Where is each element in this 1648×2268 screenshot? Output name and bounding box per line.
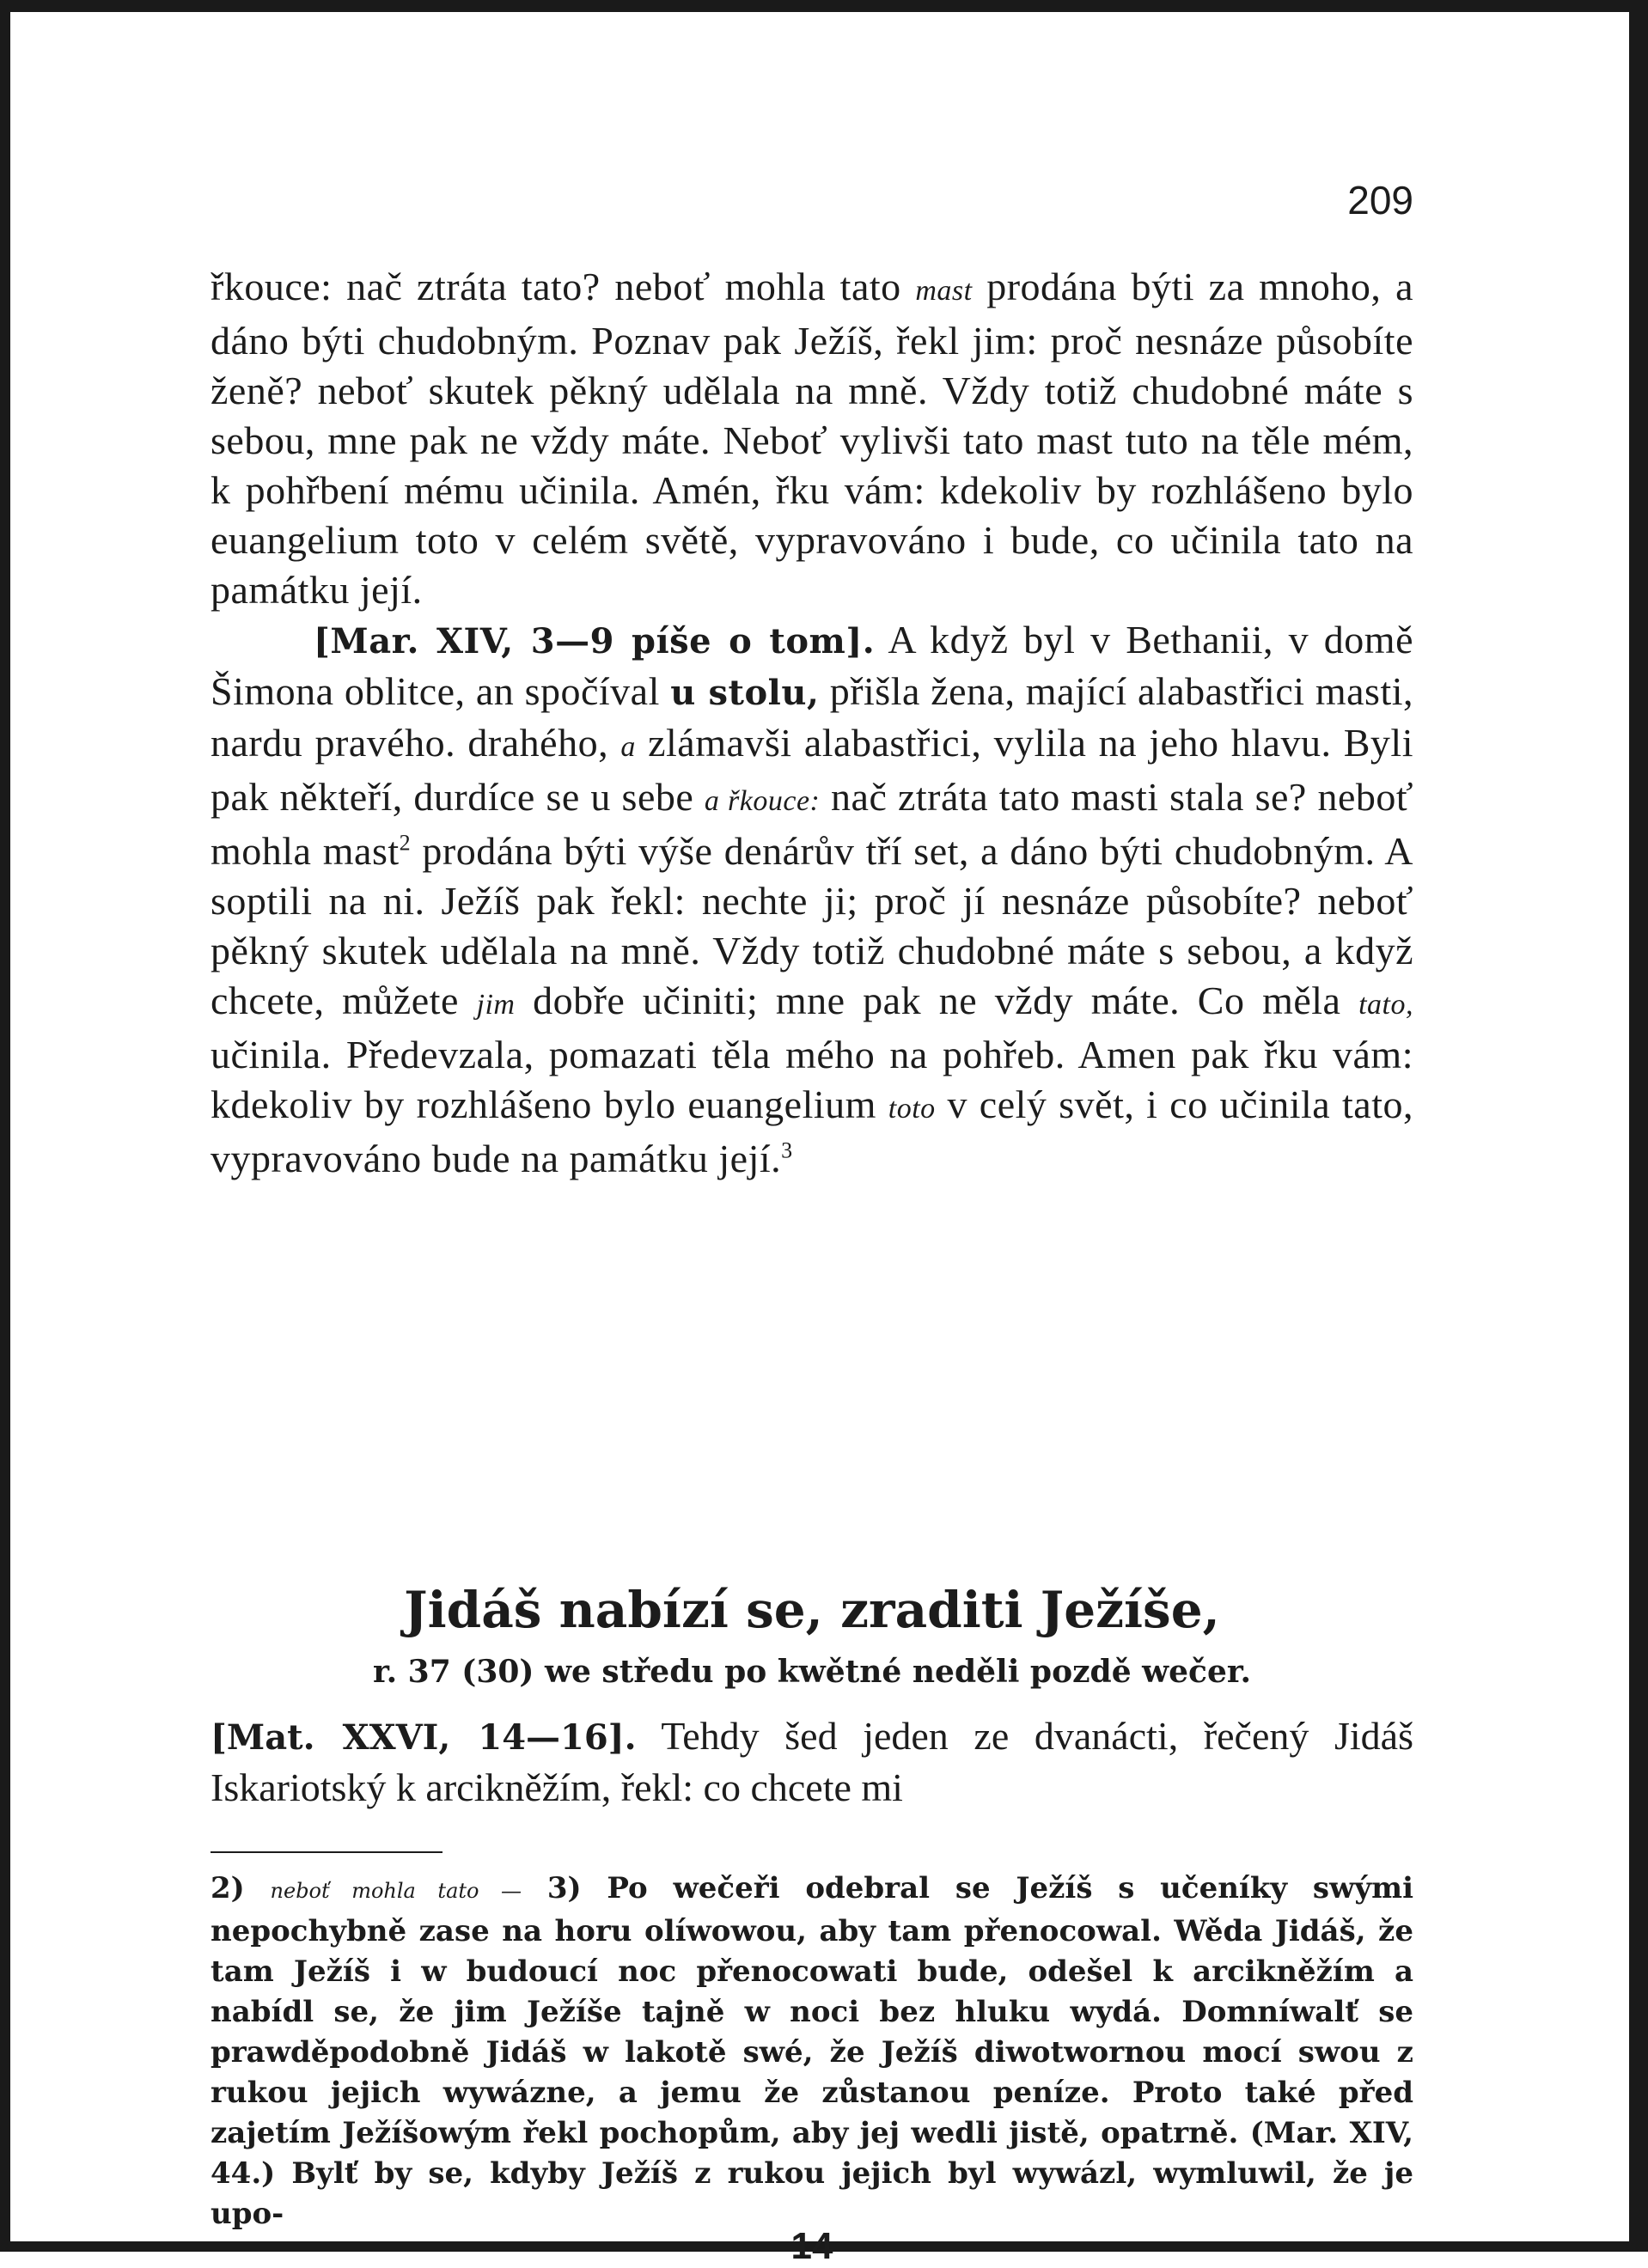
page-number: 209 [1347,178,1413,223]
text-run: dobře učiniti; mne pak ne vždy máte. Co měla [515,979,1359,1022]
italic-word: mast [915,275,973,307]
footnote-label: 3) [546,1871,582,1905]
italic-word: a řkouce: [704,785,821,817]
footnote-label: 2) [211,1871,245,1905]
text-run: v celý svět, i co učinila tato, vypravováno bude na památku její. [211,1082,1414,1180]
footnote-divider [211,1851,443,1853]
footnote-text: neboť mohla tato — [270,1879,522,1903]
scan-border-top [0,0,1648,12]
scripture-reference: [Mat. XXVI, 14—16]. [211,1717,637,1758]
section-paragraph [211,1711,1413,1813]
footnote-2 [211,1869,1413,2234]
footnotes [211,1869,1413,2234]
footnote-marker: 2 [399,830,412,856]
scan-border-right [1629,0,1648,2252]
main-text [211,262,1413,1184]
text-run: A když byl v Bethanii, v domě Šimona oblitce, an spočíval [211,618,1413,713]
text-run: učinila. Předevzala, pomazati těla mého na pohřeb. Amen pak řku vám: kdekoliv by rozhlášeno bylo euangelium [211,1033,1413,1126]
italic-word: toto [888,1093,936,1125]
section-title: Jidáš nabízí se, zraditi Ježíše, [404,1581,1220,1639]
paragraph-1 [211,262,1413,615]
footnote-text: Po wečeři odebral se Ježíš s učeníky swými nepochybně zase na horu olíwowou, aby tam přenocowal. Wěda Jidáš, že tam Ježíš i w budoucí noc přenocowati bude, odešel k arcikněžím a nabídl se, že jim Ježíše tajně w noci bez hluku wydá. Domníwalť se prawděpodobně Jidáš w lakotě swé, že Ježíš diwotwornou mocí swou z rukou jejich wywázne, a jemu že zůstanou peníze. Proto také před zajetím Ježíšowým řekl pochopům, aby jej wedli jistě, opatrně. (Mar. XIV, 44.) Bylť by se, kdyby Ježíš z rukou jejich byl wywázl, wymluwil, že je upo- [211,1871,1413,2231]
scan-border-left [0,0,10,2252]
signature-mark: 14 [790,2225,833,2267]
inserted-phrase: u stolu, [670,673,820,713]
italic-word: a [620,731,636,763]
text-run: Tehdy šed jeden ze dvanácti, řečený Jidáš Iskariotský k arcikněžím, řekl: co chcete mi [211,1714,1414,1809]
section-subtitle: r. 37 (30) we středu po kwětné neděli pozdě wečer. [372,1654,1252,1690]
italic-word: tato, [1358,989,1413,1021]
scripture-reference: [Mar. XIV, 3—9 píše o tom]. [314,621,876,662]
text-run: přišla žena, mající alabastřici masti, nardu pravého. drahého, [211,669,1414,765]
section-text [211,1711,1413,1813]
text-run: prodána býti výše denárův tří set, a dáno býti chudobným. A soptili na ni. Ježíš pak řekl: nechte ji; proč jí nesnáze působíte? neboť pěkný skutek udělala na mně. Vždy totiž chudobné máte s sebou, a když chcete, můžete [211,829,1413,1022]
text-run: nač ztráta tato masti stala se? neboť mohla mast [211,775,1414,873]
footnote-marker: 3 [781,1137,793,1163]
text-run: řkouce: nač ztráta tato? neboť mohla tato [211,265,916,308]
text-run: prodána býti za mnoho, a dáno býti chudobným. Poznav pak Ježíš, řekl jim: proč nesnáze působíte ženě? neboť skutek pěkný udělala na mně. Vždy totiž chudobné máte s sebou, mne pak ne vždy máte. Neboť vylivši tato mast tuto na těle mém, k pohřbení mému učinila. Amén, řku vám: kdekoliv by rozhlášeno bylo euangelium toto v celém světě, vypravováno i bude, co učinila tato na památku její. [211,265,1413,612]
paragraph-2 [211,615,1413,1184]
italic-word: jim [476,989,516,1021]
text-run: zlámavši alabastřici, vylila na jeho hlavu. Byli pak někteří, durdíce se u sebe [211,721,1413,819]
